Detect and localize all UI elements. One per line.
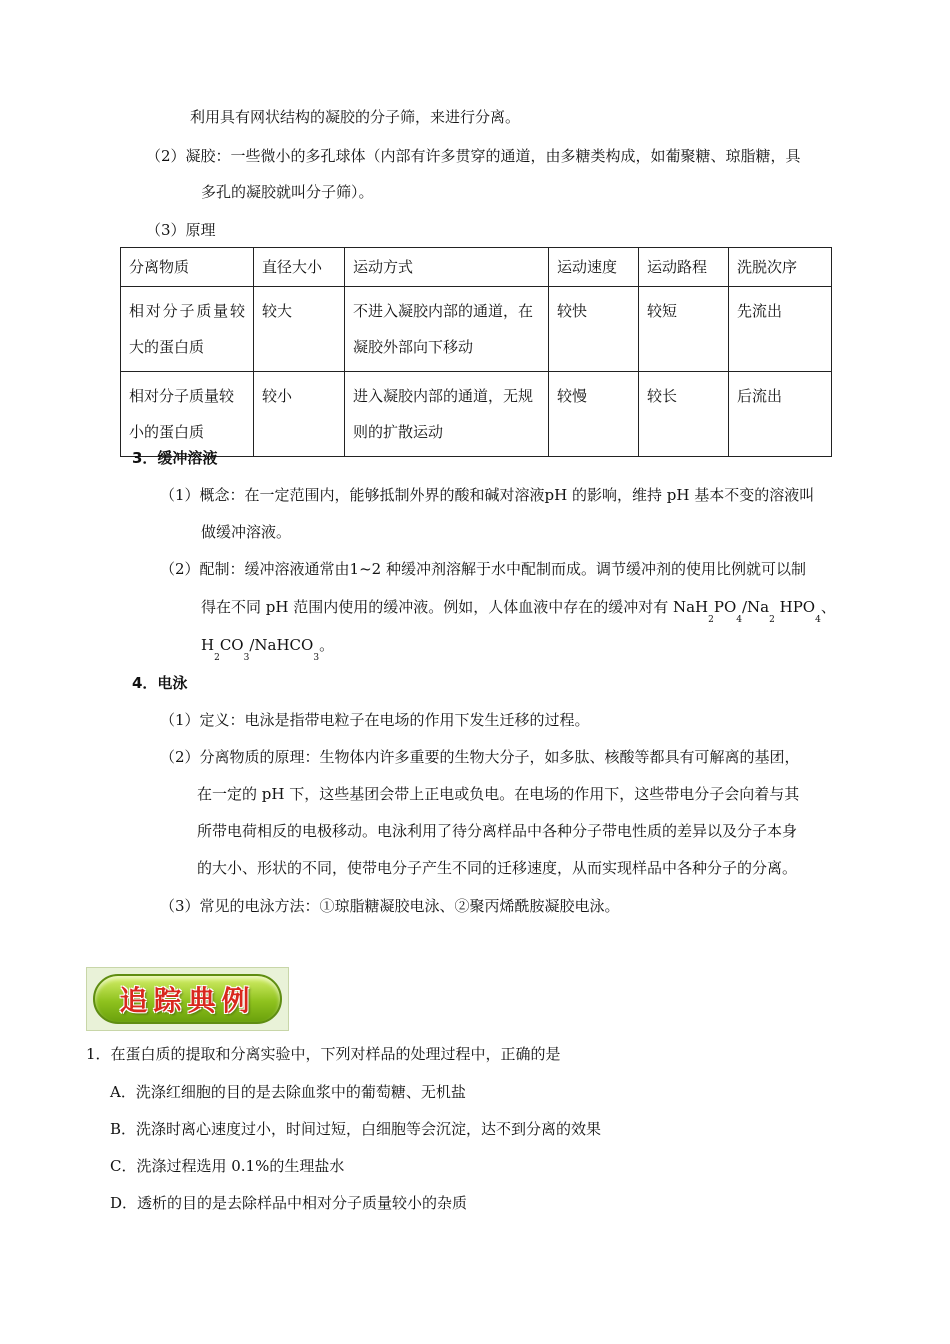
table-cell: 进入凝胶内部的通道，无规则的扩散运动 xyxy=(345,372,549,457)
formula-part: CO xyxy=(219,636,244,654)
subscript: 2 xyxy=(769,615,775,625)
principle-heading: （3）原理 xyxy=(146,221,216,239)
buffer-prep-line2 xyxy=(201,596,836,625)
header-cell: 运动路程 xyxy=(639,248,729,287)
option-c: C．洗涤过程选用 0.1%的生理盐水 xyxy=(110,1157,345,1175)
buffer-concept-line2: 做缓冲溶液。 xyxy=(201,523,292,541)
question-stem: 1．在蛋白质的提取和分离实验中，下列对样品的处理过程中，正确的是 xyxy=(86,1045,561,1063)
electrophoresis-principle-line1: （2）分离物质的原理：生物体内许多重要的生物大分子，如多肽、核酸等都具有可解离的基团， xyxy=(160,748,800,766)
badge-title: 追踪典例 xyxy=(119,984,256,1017)
formula-part: /NaHCO xyxy=(249,636,314,654)
section-4-title: 4．电泳 xyxy=(132,674,188,692)
cell-text: 相对分子质量较小的蛋白质 xyxy=(129,387,235,441)
subscript: 2 xyxy=(708,615,714,625)
electrophoresis-principle-line4: 的大小、形状的不同，使带电分子产生不同的迁移速度，从而实现样品中各种分子的分离。 xyxy=(197,859,798,877)
formula-part: PO xyxy=(713,598,737,616)
subscript: 3 xyxy=(243,653,250,663)
buffer-concept-line1: （1）概念：在一定范围内，能够抵制外界的酸和碱对溶液pH 的影响，维持 pH 基本不变的溶液叫 xyxy=(160,486,815,504)
electrophoresis-principle-line2: 在一定的 pH 下，这些基团会带上正电或负电。在电场的作用下，这些带电分子会向着与其 xyxy=(197,785,800,803)
header-cell: 运动方式 xyxy=(345,248,549,287)
subscript: 4 xyxy=(736,615,742,625)
header-cell: 分离物质 xyxy=(121,248,254,287)
electrophoresis-definition: （1）定义：电泳是指带电粒子在电场的作用下发生迁移的过程。 xyxy=(160,711,590,729)
prep-text: 得在不同 pH 范围内使用的缓冲液。例如，人体血液中存在的缓冲对有 NaH xyxy=(201,598,709,616)
gel-definition-line1: （2）凝胶：一些微小的多孔球体（内部有许多贯穿的通道，由多糖类构成，如葡聚糖、琼脂糖，具 xyxy=(146,147,801,165)
punctuation: 、 xyxy=(820,598,836,616)
gel-filtration-intro: 利用具有网状结构的凝胶的分子筛，来进行分离。 xyxy=(190,108,521,126)
table-cell: 较大 xyxy=(254,287,345,372)
header-cell: 运动速度 xyxy=(549,248,639,287)
table-cell: 较短 xyxy=(639,287,729,372)
tracking-examples-badge xyxy=(86,967,289,1031)
buffer-prep-line1: （2）配制：缓冲溶液通常由1~2 种缓冲剂溶解于水中配制而成。调节缓冲剂的使用比例就可以制 xyxy=(160,560,806,578)
table-row xyxy=(121,372,832,457)
table-cell: 较长 xyxy=(639,372,729,457)
table-cell: 后流出 xyxy=(729,372,832,457)
subscript: 4 xyxy=(815,615,821,625)
electrophoresis-principle-line3: 所带电荷相反的电极移动。电泳利用了待分离样品中各种分子带电性质的差异以及分子本身 xyxy=(197,822,798,840)
principle-table xyxy=(120,247,832,457)
table-cell: 不进入凝胶内部的通道，在凝胶外部向下移动 xyxy=(345,287,549,372)
header-cell: 直径大小 xyxy=(254,248,345,287)
subscript: 3 xyxy=(313,653,320,663)
section-3-title: 3．缓冲溶液 xyxy=(132,449,218,467)
badge-pill xyxy=(93,974,282,1024)
gel-definition-line2: 多孔的凝胶就叫分子筛）。 xyxy=(201,183,374,201)
option-b: B．洗涤时离心速度过小，时间过短，白细胞等会沉淀，达不到分离的效果 xyxy=(110,1120,602,1138)
formula-part: H xyxy=(201,636,215,654)
header-cell: 洗脱次序 xyxy=(729,248,832,287)
table-cell: 较慢 xyxy=(549,372,639,457)
table-cell: 较快 xyxy=(549,287,639,372)
table-cell xyxy=(121,287,254,372)
option-a: A．洗涤红细胞的目的是去除血浆中的葡萄糖、无机盐 xyxy=(110,1083,466,1101)
option-d: D．透析的目的是去除样品中相对分子质量较小的杂质 xyxy=(110,1194,468,1212)
electrophoresis-methods: （3）常见的电泳方法：①琼脂糖凝胶电泳、②聚丙烯酰胺凝胶电泳。 xyxy=(160,897,620,915)
buffer-prep-line3 xyxy=(201,634,335,663)
cell-text: 相对分子质量较大的蛋白质 xyxy=(129,302,245,356)
punctuation: 。 xyxy=(319,636,335,654)
table-cell xyxy=(121,372,254,457)
formula-part: HPO xyxy=(774,598,816,616)
table-cell: 较小 xyxy=(254,372,345,457)
table-cell: 先流出 xyxy=(729,287,832,372)
subscript: 2 xyxy=(214,653,220,663)
table-row xyxy=(121,287,832,372)
formula-part: /Na xyxy=(742,598,770,616)
table-header-row xyxy=(121,248,832,287)
